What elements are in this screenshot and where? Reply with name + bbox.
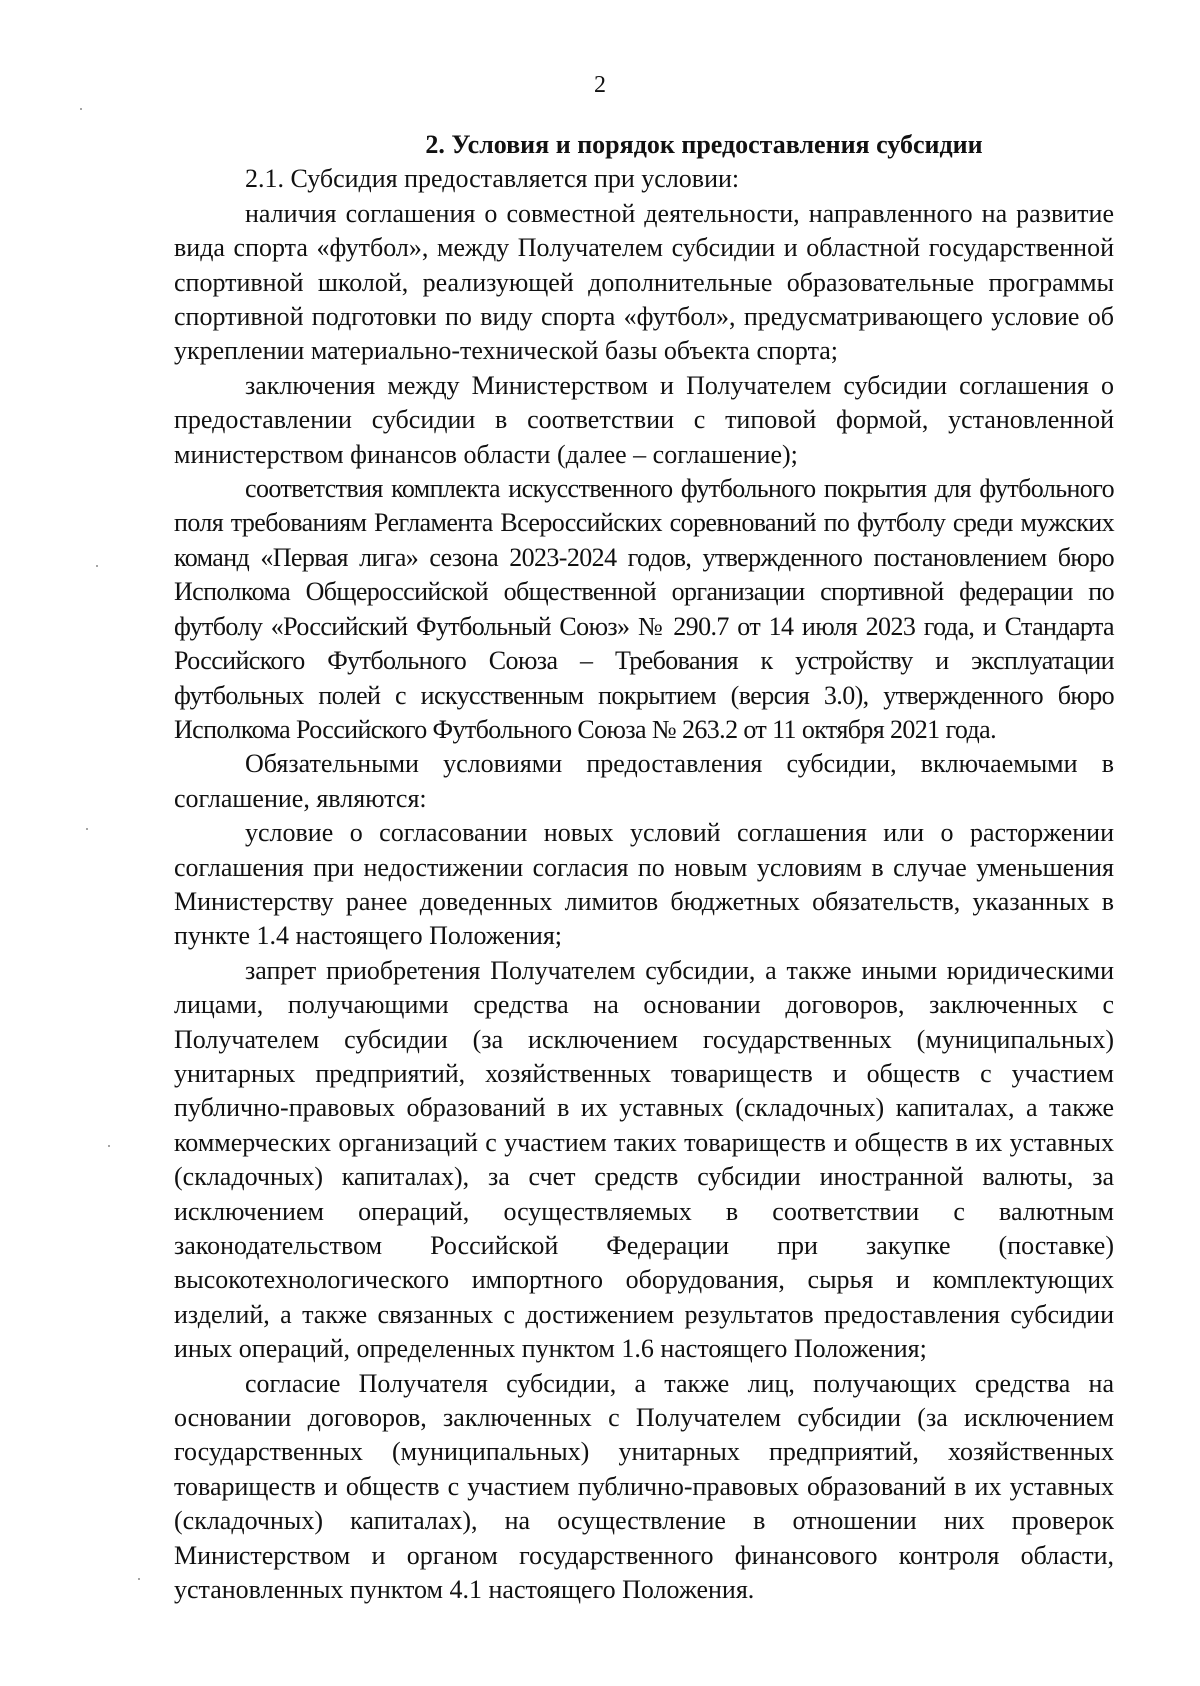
scan-speck (108, 1145, 110, 1147)
section-title: 2. Условия и порядок предоставления субсидии (425, 130, 983, 159)
page-number: 2 (594, 72, 606, 98)
paragraph-2-1: 2.1. Субсидия предоставляется при условии: (245, 164, 740, 194)
scan-speck (138, 1578, 140, 1580)
paragraph-mandatory-conditions: Обязательными условиями предоставления субсидии, включаемыми в соглашение, являются: (174, 749, 1114, 813)
scan-speck (80, 108, 82, 110)
paragraph-agreement-joint-activity: наличия соглашения о совместной деятельности, направленного на развитие вида спорта «футбол», между Получателем субсидии и областной государственной спортивной школой, реализующей дополнительные образовательные программы спортивной подготовки по виду спорта «футбол», предусматривающего условие об укреплении материально-технической базы объекта спорта; (174, 198, 1114, 366)
scan-speck (86, 828, 88, 830)
paragraph-currency-prohibition: запрет приобретения Получателем субсидии, а также иными юридическими лицами, получающими средства на основании договоров, заключенных с Получателем субсидии (за исключением государственных (муниципальных) унитарных предприятий, хозяйственных товариществ и обществ с участием публично-правовых образований в их уставных (складочных) капиталах, а также коммерческих организаций с участием таких товариществ и обществ в их уставных (складочных) капиталах), за счет средств субсидии иностранной валюты, за исключением операций, осуществляемых в соответствии с валютным законодательством Российской Федерации при закупке (поставке) высокотехнологического импортного оборудования, сырья и комплектующих изделий, а также связанных с достижением результатов предоставления субсидии иных операций, определенных пунктом 1.6 настоящего Положения; (174, 955, 1114, 1364)
paragraph-limits-reduction: условие о согласовании новых условий соглашения или о расторжении соглашения при недостижении согласия по новым условиям в случае уменьшения Министерству ранее доведенных лимитов бюджетных обязательств, указанных в пункте 1.4 настоящего Положения; (174, 818, 1114, 951)
scan-speck (96, 565, 98, 567)
paragraph-turf-compliance: соответствия комплекта искусственного футбольного покрытия для футбольного поля требованиям Регламента Всероссийских соревнований по футболу среди мужских команд «Первая лига» сезона 2023-2024 годов, утвержденного постановлением бюро Исполкома Общероссийской общественной организации спортивной федерации по футболу «Российский Футбольный Союз» № 290.7 от 14 июля 2023 года, и Стандарта Российского Футбольного Союза – Требования к устройству и эксплуатации футбольных полей с искусственным покрытием (версия 3.0), утвержденного бюро Исполкома Российского Футбольного Союза № 263.2 от 11 октября 2021 года. (174, 474, 1114, 744)
paragraph-audit-consent: согласие Получателя субсидии, а также лиц, получающих средства на основании договоров, заключенных с Получателем субсидии (за исключением государственных (муниципальных) унитарных предприятий, хозяйственных товариществ и обществ с участием публично-правовых образований в их уставных (складочных) капиталах), на осуществление в отношении них проверок Министерством и органом государственного финансового контроля области, установленных пунктом 4.1 настоящего Положения. (174, 1368, 1114, 1605)
document-body (174, 128, 1114, 1607)
paragraph-agreement-ministry: заключения между Министерством и Получателем субсидии соглашения о предоставлении субсидии в соответствии с типовой формой, установленной министерством финансов области (далее – соглашение); (174, 370, 1114, 469)
